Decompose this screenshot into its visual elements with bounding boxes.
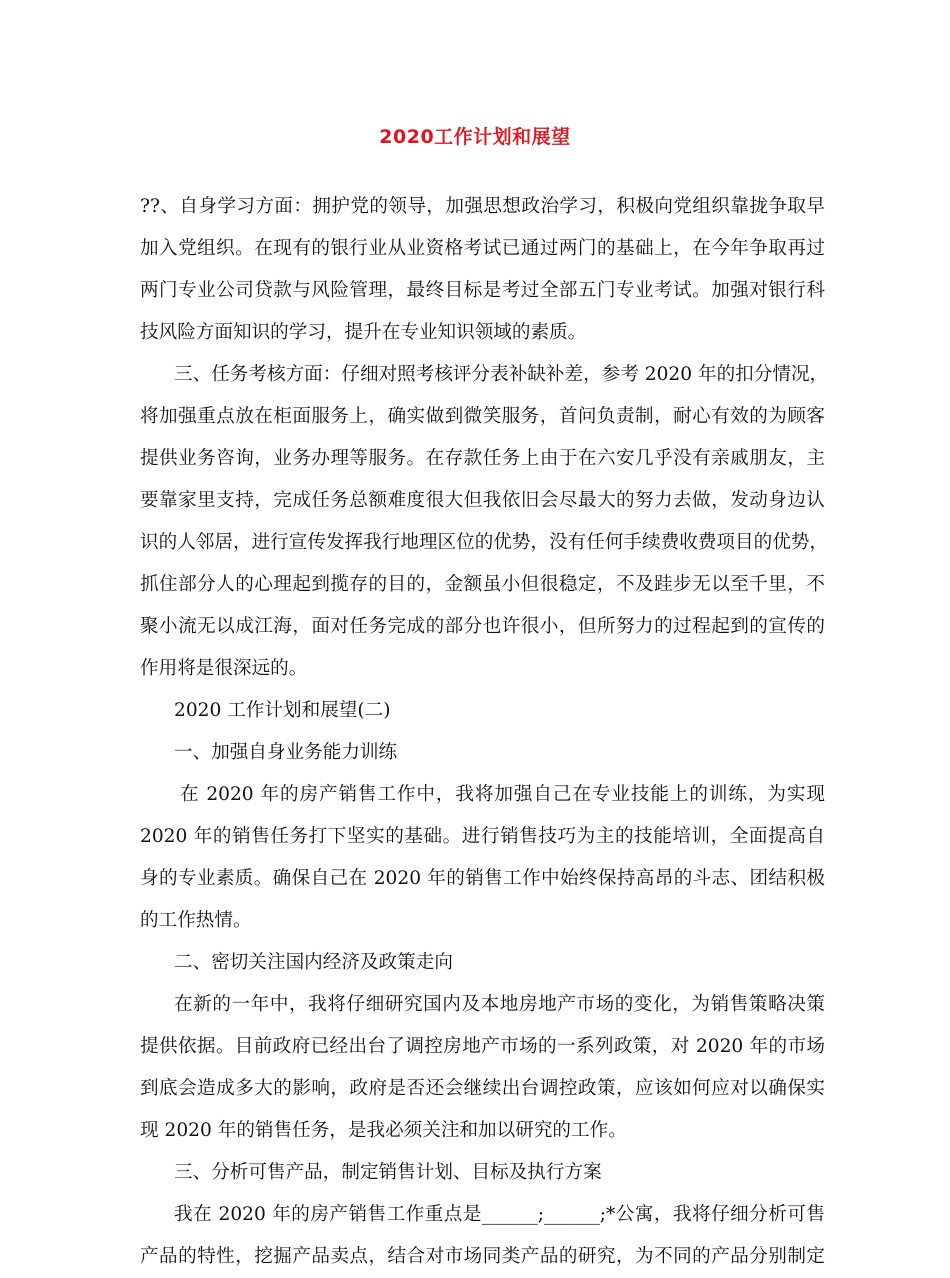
text-line: 身的专业素质。确保自己在 2020 年的销售工作中始终保持高昂的斗志、团结积极: [140, 868, 825, 889]
text-line: 我在 2020 年的房产销售工作重点是______;______;*公寓，我将仔细分析可售: [174, 1204, 825, 1225]
text-line: 提供依据。目前政府已经出台了调控房地产市场的一系列政策，对 2020 年的市场: [140, 1036, 825, 1057]
text-line: 作用将是很深远的。: [140, 658, 308, 679]
text-line: 现 2020 年的销售任务，是我必须关注和加以研究的工作。: [140, 1120, 627, 1141]
text-line: 加入党组织。在现有的银行业从业资格考试已通过两门的基础上，在今年争取再过: [140, 238, 825, 259]
text-line: 要靠家里支持，完成任务总额难度很大但我依旧会尽最大的努力去做，发动身边认: [140, 490, 825, 511]
text-line: 提供业务咨询，业务办理等服务。在存款任务上由于在六安几乎没有亲戚朋友，主: [140, 448, 825, 469]
text-line: 抓住部分人的心理起到揽存的目的，金额虽小但很稳定，不及跬步无以至千里，不: [140, 574, 825, 595]
text-line: 在 2020 年的房产销售工作中，我将加强自己在专业技能上的训练，为实现: [180, 784, 825, 805]
section-heading: 一、加强自身业务能力训练: [174, 742, 398, 763]
text-line: 的工作热情。: [140, 910, 252, 931]
section-heading: 二、密切关注国内经济及政策走向: [174, 952, 453, 973]
text-line: 到底会造成多大的影响，政府是否还会继续出台调控政策，应该如何应对以确保实: [140, 1078, 825, 1099]
section-heading: 2020 工作计划和展望(二): [174, 700, 391, 721]
document-body: [140, 186, 829, 1278]
text-line: 产品的特性，挖掘产品卖点，结合对市场同类产品的研究，为不同的产品分别制定: [140, 1246, 825, 1267]
document-title: 2020工作计划和展望: [379, 126, 571, 148]
text-line: 两门专业公司贷款与风险管理，最终目标是考过全部五门专业考试。加强对银行科: [140, 280, 825, 301]
text-line: 识的人邻居，进行宣传发挥我行地理区位的优势，没有任何手续费收费项目的优势，: [140, 532, 828, 553]
text-line: ??、自身学习方面：拥护党的领导，加强思想政治学习，积极向党组织靠拢争取早: [140, 196, 825, 217]
text-line: 聚小流无以成江海，面对任务完成的部分也许很小，但所努力的过程起到的宣传的: [140, 616, 825, 637]
section-heading: 三、分析可售产品，制定销售计划、目标及执行方案: [174, 1162, 602, 1183]
text-line: 在新的一年中，我将仔细研究国内及本地房地产市场的变化，为销售策略决策: [174, 994, 825, 1015]
text-line: 技风险方面知识的学习，提升在专业知识领域的素质。: [140, 322, 587, 343]
text-line: 将加强重点放在柜面服务上，确实做到微笑服务，首问负责制，耐心有效的为顾客: [140, 406, 825, 427]
text-line: 2020 年的销售任务打下坚实的基础。进行销售技巧为主的技能培训，全面提高自: [140, 826, 825, 847]
text-line: 三、任务考核方面：仔细对照考核评分表补缺补差，参考 2020 年的扣分情况，: [174, 364, 829, 385]
